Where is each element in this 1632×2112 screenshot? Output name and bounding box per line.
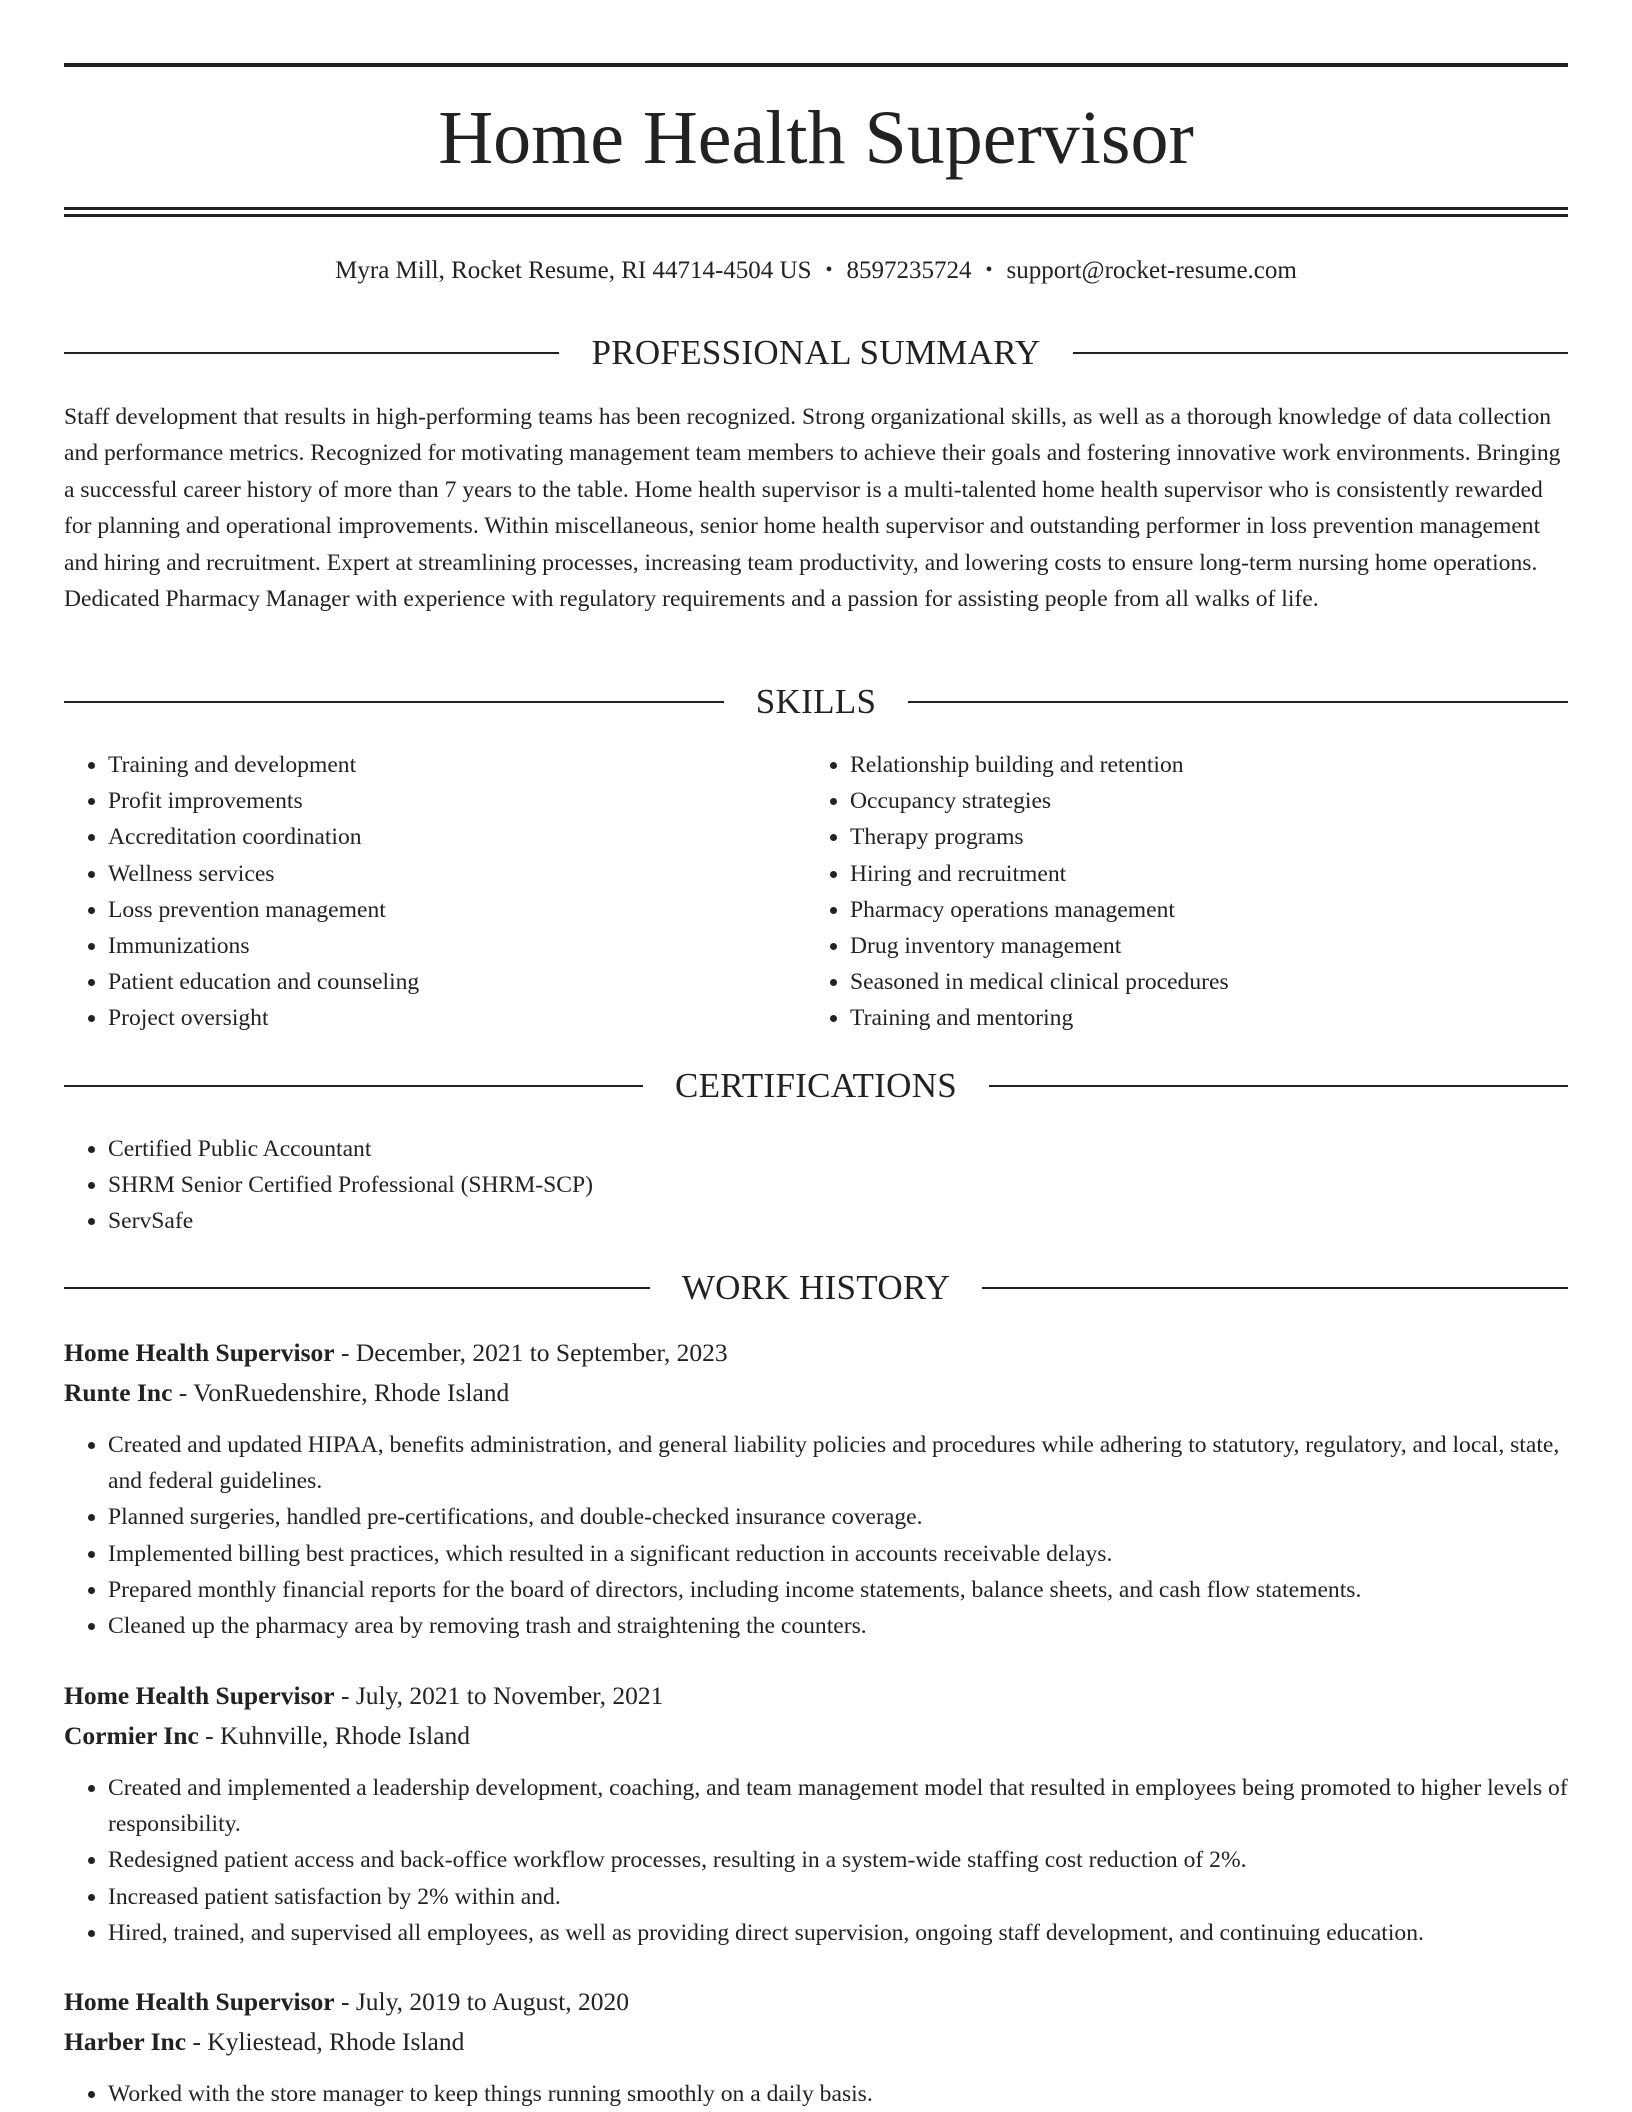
skill-item: • Training and development [108,747,804,783]
contact-separator: • [825,259,833,281]
heading-rule [64,352,559,354]
job-entry [64,1676,1568,1951]
skill-item: • Pharmacy operations management [850,892,1546,928]
job-company: Runte Inc [64,1378,173,1407]
heading-rule [989,1085,1568,1087]
skills-list [806,747,1546,1037]
job-bullet: • Implemented billing best practices, which resulted in a significant reduction in accounts receivable delays. [108,1536,1568,1572]
skill-item: • Project oversight [108,1000,804,1036]
job-company: Cormier Inc [64,1721,199,1750]
section-heading-skills [64,679,1568,725]
skill-item: • Immunizations [108,928,804,964]
skills-list [64,747,804,1037]
job-location: - Kuhnville, Rhode Island [198,1721,471,1750]
skill-item: • Hiring and recruitment [850,856,1546,892]
skill-item: • Patient education and counseling [108,964,804,1000]
section-heading-summary [64,330,1568,376]
section-title: CERTIFICATIONS [674,1066,958,1105]
certification-item: • Certified Public Accountant [108,1131,1568,1167]
skill-item: • Training and mentoring [850,1000,1546,1036]
skill-item: • Seasoned in medical clinical procedures [850,964,1546,1000]
skill-item: • Wellness services [108,856,804,892]
job-entry [64,1333,1568,1644]
job-bullets [64,1427,1568,1644]
job-dates: - July, 2019 to August, 2020 [334,1987,630,2016]
job-bullet: • Created and updated HIPAA, benefits administration, and general liability policies and procedures while adhering to statutory, regulatory, and local, state, and federal guidelines. [108,1427,1568,1499]
job-bullet: • Cleaned up the pharmacy area by removing trash and straightening the counters. [108,1608,1568,1644]
job-bullet: • Planned surgeries, handled pre-certifications, and double-checked insurance coverage. [108,1499,1568,1535]
skills-column-left [64,747,804,1037]
summary-paragraph: Staff development that results in high-performing teams has been recognized. Strong organizational skills, as well as a thorough knowledge of data collection and performance metrics. Recognized for motivating management team members to achieve their goals and fostering innovative work environments. Bringing a successful career history of more than 7 years to the table. Home health supervisor is a multi-talented home health supervisor who is consistently rewarded for planning and operational improvements. Within miscellaneous, senior home health supervisor and outstanding performer in loss prevention management and hiring and recruitment. Expert at streamlining processes, increasing team productivity, and lowering costs to ensure long-term nursing home operations. Dedicated Pharmacy Manager with experience with regulatory requirements and a passion for assisting people from all walks of life. [64,404,1561,613]
heading-rule [64,1287,650,1289]
skill-item: • Loss prevention management [108,892,804,928]
skill-item: • Profit improvements [108,783,804,819]
job-company: Harber Inc [64,2027,187,2056]
skill-item: • Occupancy strategies [850,783,1546,819]
job-title-line [64,1982,1568,2022]
top-rule [64,63,1568,67]
job-dates: - December, 2021 to September, 2023 [334,1338,728,1367]
job-title-line [64,1333,1568,1373]
title-double-rule [64,207,1568,217]
heading-rule [1073,352,1568,354]
job-title: Home Health Supervisor [64,1681,335,1710]
contact-email[interactable]: support@rocket-resume.com [1006,257,1297,284]
job-location: - Kyliestead, Rhode Island [186,2027,465,2056]
job-company-line [64,1373,1568,1413]
certification-item: • SHRM Senior Certified Professional (SHRM-SCP) [108,1167,1568,1203]
job-bullet: • Worked with the store manager to keep things running smoothly on a daily basis. [108,2076,1568,2112]
certifications-block [64,1131,1568,1240]
section-title: WORK HISTORY [681,1268,951,1307]
skills-column-right [806,747,1546,1037]
section-heading-work-history [64,1265,1568,1311]
job-bullet: • Redesigned patient access and back-office workflow processes, resulting in a system-wide staffing cost reduction of 2%. [108,1842,1568,1878]
job-bullet: • Increased patient satisfaction by 2% within and. [108,1879,1568,1915]
skill-item: • Drug inventory management [850,928,1546,964]
job-bullet: • Prepared monthly financial reports for the board of directors, including income statements, balance sheets, and cash flow statements. [108,1572,1568,1608]
job-bullet: • Created and implemented a leadership development, coaching, and team management model that resulted in employees being promoted to higher levels of responsibility. [108,1770,1568,1842]
section-heading-certifications [64,1063,1568,1109]
job-title: Home Health Supervisor [64,1987,335,2016]
job-title-line [64,1676,1568,1716]
section-title: SKILLS [755,682,877,721]
job-entry [64,1982,1568,2112]
certification-item: • ServSafe [108,1203,1568,1239]
job-location: - VonRuedenshire, Rhode Island [172,1378,510,1407]
heading-rule [982,1287,1568,1289]
job-title: Home Health Supervisor [64,1338,335,1367]
heading-rule [64,701,724,703]
job-company-line [64,1716,1568,1756]
resume-title: Home Health Supervisor [438,96,1194,180]
job-company-line [64,2022,1568,2062]
section-title: PROFESSIONAL SUMMARY [591,333,1041,372]
job-bullets [64,1770,1568,1951]
skill-item: • Therapy programs [850,819,1546,855]
contact-phone[interactable]: 8597235724 [846,257,972,284]
heading-rule [64,1085,643,1087]
skill-item: • Relationship building and retention [850,747,1546,783]
contact-line [64,252,1568,289]
contact-separator: • [985,259,993,281]
job-bullets [64,2076,1568,2112]
job-dates: - July, 2021 to November, 2021 [334,1681,664,1710]
job-bullet: • Hired, trained, and supervised all employees, as well as providing direct supervision, ongoing staff development, and continuing education. [108,1915,1568,1951]
skill-item: • Accreditation coordination [108,819,804,855]
certifications-list [64,1131,1568,1240]
contact-address: Myra Mill, Rocket Resume, RI 44714-4504 US [335,257,812,284]
heading-rule [908,701,1568,703]
